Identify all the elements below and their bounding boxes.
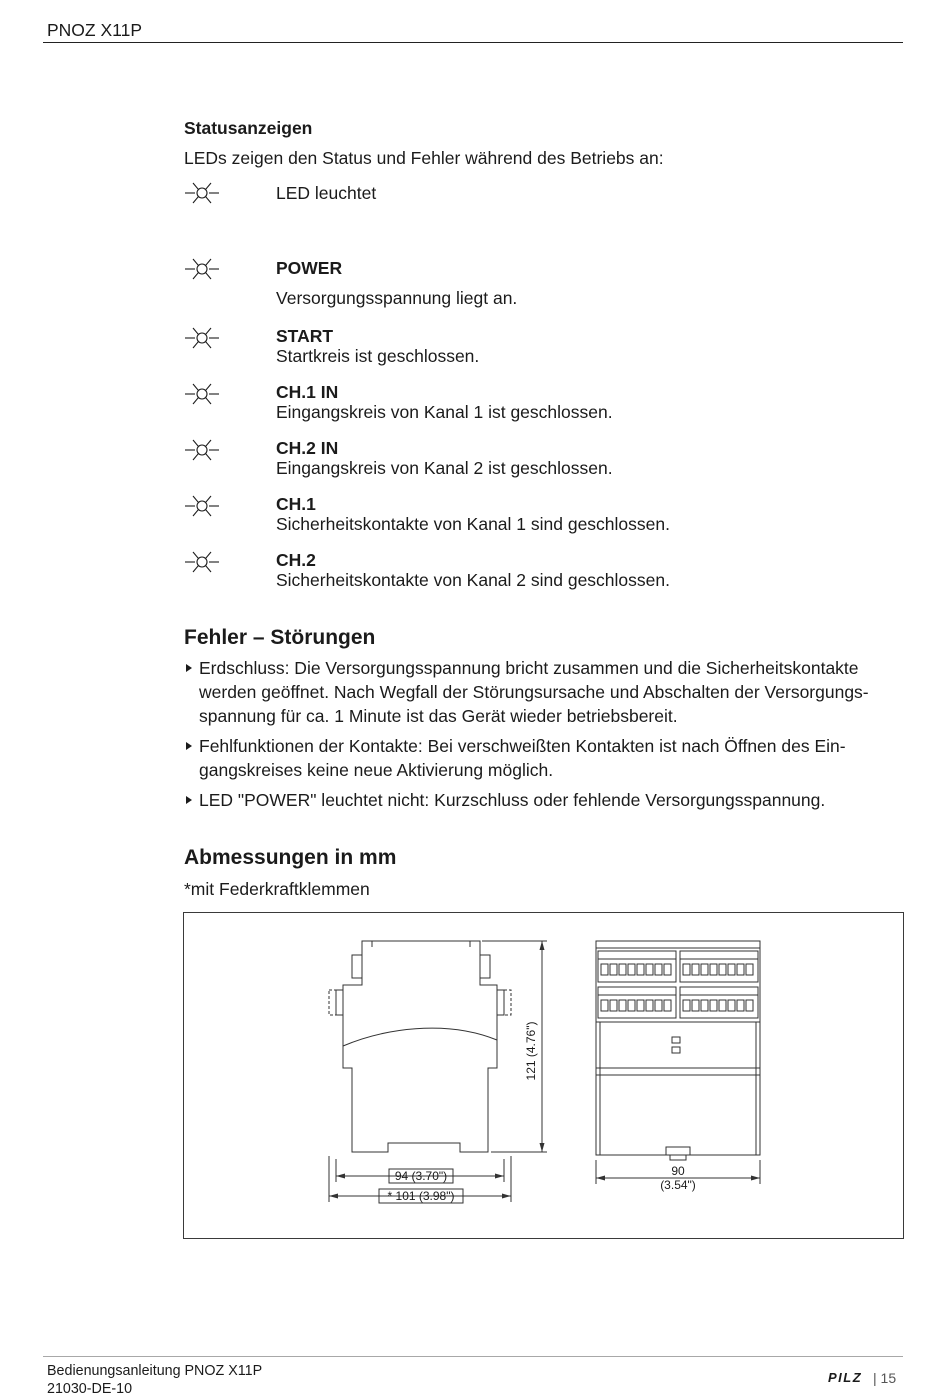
- led-lit-icon: [184, 549, 220, 575]
- header-rule: [43, 42, 903, 43]
- led-name-power: POWER: [276, 258, 343, 278]
- front-face-curve: [343, 1028, 497, 1046]
- led-name-start: START: [276, 326, 334, 346]
- side-view: [329, 941, 511, 1152]
- terminal-slot: [610, 1000, 617, 1011]
- terminal-slot: [655, 1000, 662, 1011]
- terminal-housing-left: [352, 955, 362, 978]
- led-lit-icon: [184, 381, 220, 407]
- terminal-slot: [710, 964, 717, 975]
- terminal-slot: [655, 964, 662, 975]
- fault-item-power-led-off: [184, 788, 825, 812]
- dimension-drawing-frame: [183, 912, 904, 1239]
- terminal-slot: [628, 1000, 635, 1011]
- terminal-slot: [737, 964, 744, 975]
- terminal-slot: [683, 1000, 690, 1011]
- led-description-ch1: Sicherheitskontakte von Kanal 1 sind geschlossen.: [276, 514, 670, 534]
- terminal-slot: [601, 964, 608, 975]
- dimension-drawing: [183, 912, 904, 1239]
- terminal-slot: [701, 1000, 708, 1011]
- front-width-inch-label: (3.54"): [660, 1178, 696, 1192]
- terminal-slot: [737, 1000, 744, 1011]
- screw-clamp-left: [336, 990, 343, 1015]
- spring-clamp-right: [504, 990, 511, 1015]
- arrowhead: [540, 941, 545, 950]
- width-label: 94 (3.70"): [394, 1169, 448, 1183]
- terminal-slot: [628, 964, 635, 975]
- dimensions-heading: Abmessungen in mm: [184, 846, 397, 869]
- arrowhead: [540, 1143, 545, 1152]
- page-number: [873, 1369, 896, 1387]
- terminal-slot: [619, 964, 626, 975]
- fault-item-line: Fehlfunktionen der Kontakte: Bei verschweißten Kontakten ist nach Öffnen des Ein-: [199, 736, 846, 756]
- status-intro: LEDs zeigen den Status und Fehler während des Betriebs an:: [184, 148, 664, 168]
- terminal-slot: [728, 964, 735, 975]
- arrowhead: [329, 1194, 338, 1199]
- terminal-slot: [646, 1000, 653, 1011]
- terminal-slot: [664, 964, 671, 975]
- led-description-ch2-in: Eingangskreis von Kanal 2 ist geschlossen.: [276, 458, 613, 478]
- header-title: PNOZ X11P: [47, 20, 142, 40]
- pilz-logo: PILZ: [828, 1370, 863, 1385]
- spring-width-label: * 101 (3.98"): [387, 1189, 455, 1203]
- terminal-slot: [746, 1000, 753, 1011]
- arrowhead: [751, 1176, 760, 1181]
- side-view-outline: [343, 941, 497, 1152]
- led-description-start: Startkreis ist geschlossen.: [276, 346, 480, 366]
- page-number-value: 15: [880, 1370, 897, 1386]
- led-description-power: Versorgungsspannung liegt an.: [276, 288, 518, 308]
- dimensions-note: *mit Federkraftklemmen: [184, 879, 370, 899]
- fault-item-line: Erdschluss: Die Versorgungsspannung bricht zusammen und die Sicherheitskontakte: [199, 658, 859, 678]
- led-lit-icon: [184, 437, 220, 463]
- indicator-window: [672, 1037, 680, 1043]
- footer-document-number: 21030-DE-10: [47, 1381, 133, 1396]
- front-width-label: 90: [671, 1164, 685, 1178]
- terminal-slot: [710, 1000, 717, 1011]
- status-heading: Statusanzeigen: [184, 118, 313, 138]
- terminal-slot: [746, 964, 753, 975]
- arrowhead: [336, 1174, 345, 1179]
- terminal-slot: [601, 1000, 608, 1011]
- terminal-slot: [692, 1000, 699, 1011]
- footer-rule: [43, 1356, 903, 1357]
- led-name-ch1: CH.1: [276, 494, 316, 514]
- footer-document-title: Bedienungsanleitung PNOZ X11P: [47, 1363, 263, 1379]
- terminal-slot: [683, 964, 690, 975]
- din-rail-latch: [666, 1147, 690, 1160]
- bullet-triangle-icon: [186, 664, 192, 672]
- led-lit-icon: [184, 493, 220, 519]
- bullet-triangle-icon: [186, 796, 192, 804]
- led-lit-icon: [184, 256, 220, 282]
- front-view: [596, 941, 760, 1160]
- terminal-slot: [701, 964, 708, 975]
- terminal-slot: [719, 1000, 726, 1011]
- terminal-slot: [728, 1000, 735, 1011]
- led-lit-icon: [184, 180, 220, 206]
- terminal-slot: [646, 964, 653, 975]
- spring-clamp-left: [329, 990, 336, 1015]
- terminal-slot: [719, 964, 726, 975]
- fault-item-line: gangskreises keine neue Aktivierung möglich.: [199, 760, 554, 780]
- faults-heading: Fehler – Störungen: [184, 626, 376, 649]
- arrowhead: [502, 1194, 511, 1199]
- fault-item-contact-malfunction: [184, 734, 846, 782]
- page-separator: |: [873, 1370, 877, 1386]
- led-legend-label: LED leuchtet: [276, 183, 377, 203]
- fault-item-line: spannung für ca. 1 Minute ist das Gerät wieder betriebsbereit.: [199, 706, 678, 726]
- terminal-slot: [664, 1000, 671, 1011]
- arrowhead: [596, 1176, 605, 1181]
- terminal-slot: [692, 964, 699, 975]
- arrowhead: [495, 1174, 504, 1179]
- bullet-triangle-icon: [186, 742, 192, 750]
- terminal-slot: [610, 964, 617, 975]
- terminal-slot: [637, 964, 644, 975]
- height-label: 121 (4.76"): [524, 1021, 538, 1081]
- led-name-ch1-in: CH.1 IN: [276, 382, 339, 402]
- front-view-dimensions: [596, 1160, 760, 1192]
- screw-clamp-right: [497, 990, 504, 1015]
- indicator-window: [672, 1047, 680, 1053]
- fault-item-line: LED "POWER" leuchtet nicht: Kurzschluss oder fehlende Versorgungsspannung.: [199, 790, 826, 810]
- led-name-ch2: CH.2: [276, 550, 316, 570]
- led-lit-icon: [184, 325, 220, 351]
- terminal-slot: [637, 1000, 644, 1011]
- terminal-housing-right: [480, 955, 490, 978]
- fault-item-earth-fault: [184, 656, 869, 728]
- led-description-ch1-in: Eingangskreis von Kanal 1 ist geschlossen.: [276, 402, 613, 422]
- led-description-ch2: Sicherheitskontakte von Kanal 2 sind geschlossen.: [276, 570, 670, 590]
- fault-item-line: werden geöffnet. Nach Wegfall der Störungsursache und Abschalten der Versorgungs-: [199, 682, 869, 702]
- led-name-ch2-in: CH.2 IN: [276, 438, 339, 458]
- terminal-slot: [619, 1000, 626, 1011]
